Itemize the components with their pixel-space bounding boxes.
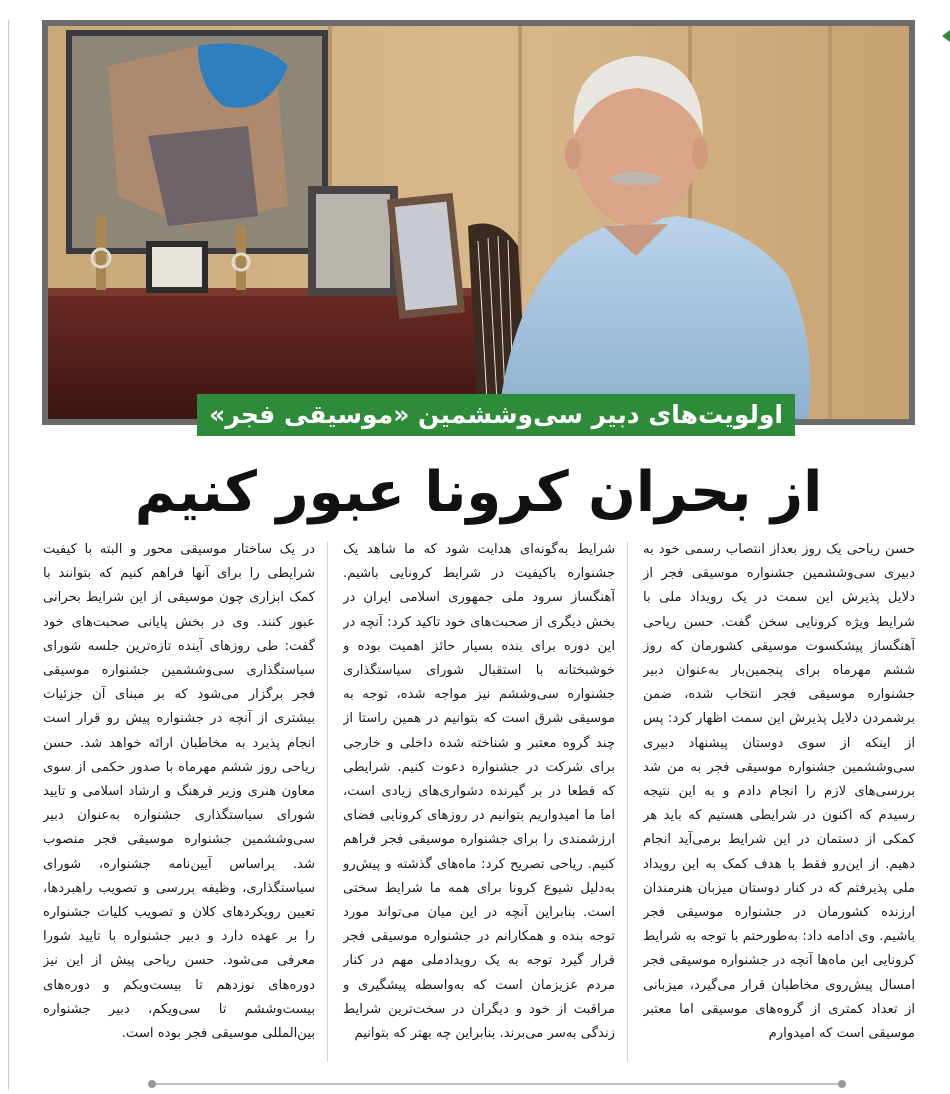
article-column-1: حسن ریاحی یک روز بعداز انتصاب رسمی خود به دبیری سی‌وششمین جشنواره موسیقی فجر از دلایل پذیرش این سمت در یک رویداد ملی با شرایط ویژه کرونایی سخن گفت. حسن ریاحی آهنگساز پیشکسوت موسیقی کشورمان که روز ششم مهرماه برای پنجمین‌بار به‌عنوان دبیر جشنواره موسیقی فجر انتخاب شده، ضمن برشمردن دلایل پذیرش این سمت اظهار کرد: پس از اینکه از سوی دوستان پیشنهاد دبیری سی‌وششمین جشنواره موسیقی فجر به من شد بررسی‌های لازم را انجام دادم و به این نتیجه رسیدم که اکنون در شرایطی هستیم که باید هر کمکی از دستمان در این شرایط برمی‌آید انجام دهیم. از این‌رو فقط با هدف کمک به این رویداد ملی پذیرفتم که در کنار دوستان میزبان هنرمندان ارزنده کشورمان در جشنواره موسیقی فجر باشیم. وی ادامه داد: به‌طورحتم با توجه به شرایط کرونایی این ماه‌ها آنچه در جشنواره موسیقی فجر امسال پیش‌روی مخاطبان قرار می‌گیرد، میزبانی از تعداد کمتری از گروه‌های موسیقی اما معتبر موسیقی است که امیدوارم [643,542,915,1042]
article-column-3: در یک ساختار موسیقی محور و البته با کیفیت شرایطی را برای آنها فراهم کنیم که بتوانند با کمک ابزاری چون موسیقی از این شرایط بحرانی عبور کنند. وی در بخش پایانی صحبت‌های خود گفت: طی روزهای آینده تازه‌ترین جلسه شورای سیاستگذاری سی‌وششمین جشنواره موسیقی فجر برگزار می‌شود که بر مبنای آن جزئیات بیشتری از آنچه در جشنواره پیش رو قرار است انجام پذیرد به مخاطبان ارائه خواهد شد. حسن ریاحی روز ششم مهرماه با صدور حکمی از سوی معاون هنری وزیر فرهنگ و ارشاد اسلامی و تایید شورای سیاستگذاری جشنواره به‌عنوان دبیر سی‌وششمین جشنواره موسیقی فجر منصوب شد. براساس آیین‌نامه جشنواره، شورای سیاستگذاری، وظیفه بررسی و تصویب راهبردها، تعیین رویکردهای کلان و تصویب کلیات جشنواره را بر عهده دارد و دبیر جشنواره با تایید شورا معرفی می‌شود. حسن ریاحی پیش از این نیز دوره‌های نوزدهم تا بیست‌ویکم و دوره‌های بیست‌وششم تا سی‌ویکم، دبیر جشنواره بین‌المللی موسیقی فجر بوده است. [43,542,315,1042]
article-body [40,538,915,1066]
photo-illustration [48,26,909,419]
article-kicker: اولویت‌های دبیر سی‌وششمین «موسیقی فجر» [197,394,795,436]
article-column-2: شرایط به‌گونه‌ای هدایت شود که ما شاهد یک جشنواره باکیفیت در شرایط کرونایی باشیم. آهنگساز سرود ملی جمهوری اسلامی ایران در بخش دیگری از صحبت‌های خود تاکید کرد: آنچه در این دوره برای بنده بسیار حائز اهمیت بوده و خوشبختانه با استقبال شورای سیاستگذاری جشنواره سی‌وششم نیز مواجه شده، توجه به موسیقی شرق است که بتوانیم در همین راستا از چند گروه معتبر و شناخته شده داخلی و خارجی برای شرکت در جشنواره دعوت کنیم. شرایطی که قطعا در بر گیرنده دشواری‌های زیادی است، اما ما امیدواریم بتوانیم در روزهای کرونایی فضای ارزشمندی را برای جشنواره موسیقی فجر فراهم کنیم. ریاحی تصریح کرد: ماه‌های گذشته و پیش‌رو به‌دلیل شیوع کرونا برای همه ما شرایط سختی است. بنابراین آنچه در این میان می‌تواند مورد توجه بنده و همکارانم در جشنواره موسیقی فجر قرار گیرد توجه به یک رویدادملی مهم در کنار مردم عزیزمان است که به‌واسطه پیشگیری و مراقبت از خود و دیگران در سخت‌ترین شرایط زندگی به‌سر می‌برند. بنابراین چه بهتر که بتوانیم [343,542,615,1042]
page-edge-marker [942,30,950,42]
column-divider [627,542,628,1062]
footer-rule [152,1083,842,1085]
page-left-rule [8,20,9,1090]
article-photo [42,20,915,425]
column-divider [327,542,328,1062]
article-headline: از بحران کرونا عبور کنیم [134,460,823,525]
